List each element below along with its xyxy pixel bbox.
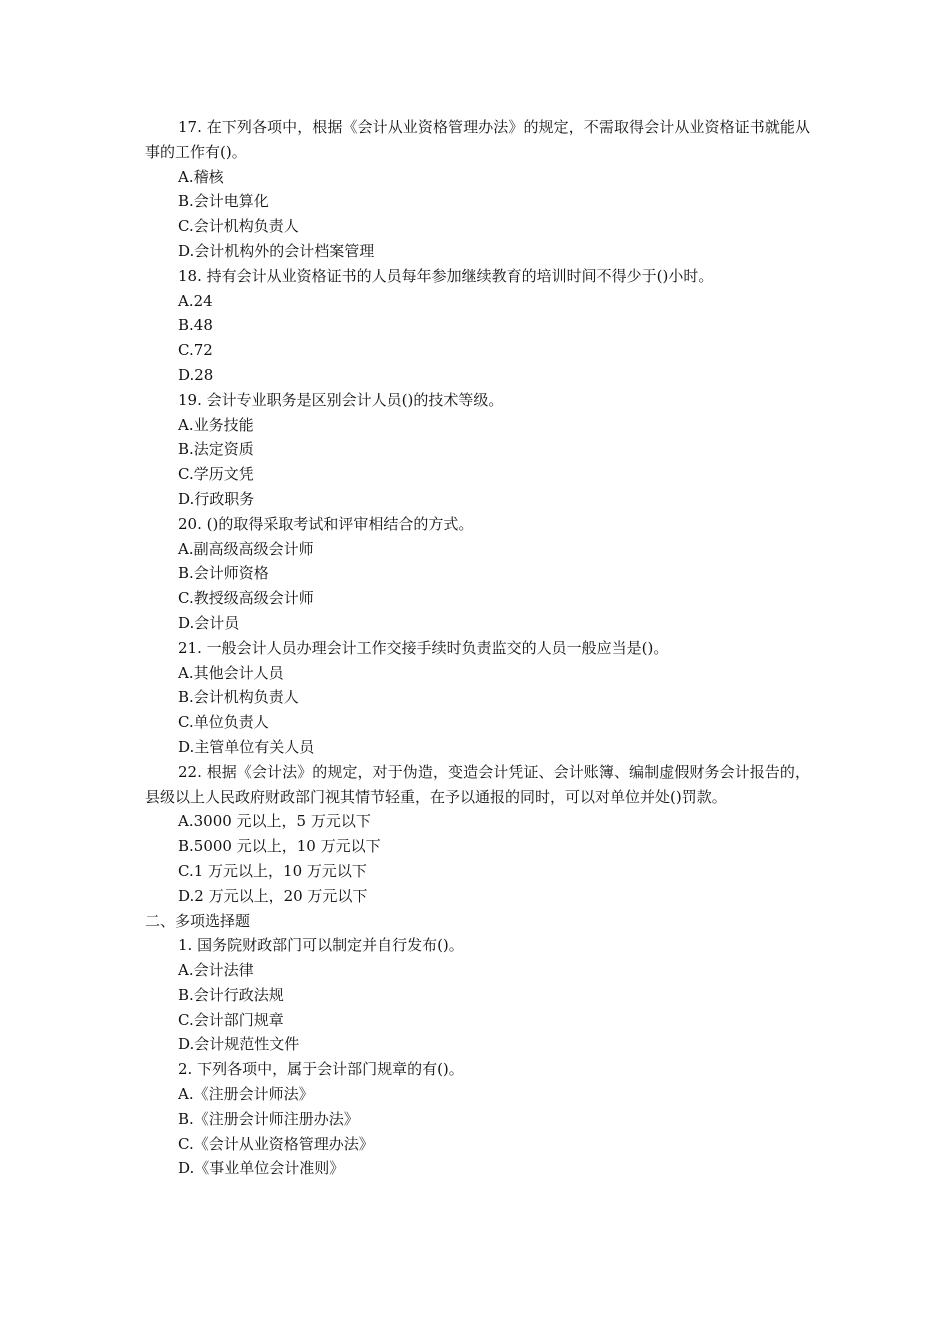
question-stem: 22. 根据《会计法》的规定，对于伪造，变造会计凭证、会计账簿、编制虚假财务会计报告的，县级以上人民政府财政部门视其情节轻重，在予以通报的同时，可以对单位并处()罚款。 — [145, 762, 810, 806]
option: B.5000 元以上，10 万元以下 — [178, 837, 381, 856]
option: C.1 万元以上，10 万元以下 — [178, 861, 367, 880]
question-stem: 20. ()的取得采取考试和评审相结合的方式。 — [178, 514, 474, 533]
option: C.会计部门规章 — [178, 1010, 284, 1029]
option: C.《会计从业资格管理办法》 — [178, 1134, 374, 1153]
option: A.其他会计人员 — [178, 663, 284, 682]
question-stem: 17. 在下列各项中，根据《会计从业资格管理办法》的规定，不需取得会计从业资格证书就能从事的工作有()。 — [145, 118, 810, 161]
option: A.《注册会计师法》 — [178, 1085, 314, 1104]
option: D.会计机构外的会计档案管理 — [178, 241, 375, 260]
option: B.会计行政法规 — [178, 985, 284, 1004]
option: D.《事业单位会计准则》 — [178, 1159, 345, 1178]
option: C.会计机构负责人 — [178, 217, 299, 236]
question-stem: 19. 会计专业职务是区别会计人员()的技术等级。 — [178, 390, 504, 409]
option: A.稽核 — [178, 167, 224, 186]
option: A.3000 元以上，5 万元以下 — [178, 812, 371, 831]
option: C.教授级高级会计师 — [178, 589, 314, 608]
question-stem: 21. 一般会计人员办理会计工作交接手续时负责监交的人员一般应当是()。 — [178, 638, 669, 657]
question-stem: 18. 持有会计从业资格证书的人员每年参加继续教育的培训时间不得少于()小时。 — [178, 266, 714, 285]
section-heading: 二、多项选择题 — [145, 911, 251, 930]
option: C.72 — [178, 341, 213, 360]
option: D.2 万元以上，20 万元以下 — [178, 886, 368, 905]
option: B.法定资质 — [178, 440, 254, 459]
option: D.会计员 — [178, 613, 240, 632]
option: B.会计师资格 — [178, 564, 269, 583]
option: A.副高级高级会计师 — [178, 539, 314, 558]
option: D.28 — [178, 365, 214, 384]
option: C.单位负责人 — [178, 713, 269, 732]
option: A.业务技能 — [178, 415, 254, 434]
option: B.《注册会计师注册办法》 — [178, 1109, 359, 1128]
option: B.48 — [178, 316, 213, 335]
option: B.会计电算化 — [178, 192, 269, 211]
document-page — [145, 115, 810, 1181]
option: D.会计规范性文件 — [178, 1035, 300, 1054]
option: A.24 — [178, 291, 213, 310]
option: D.主管单位有关人员 — [178, 737, 315, 756]
question-stem: 2. 下列各项中，属于会计部门规章的有()。 — [178, 1060, 464, 1079]
option: C.学历文凭 — [178, 465, 254, 484]
question-stem: 1. 国务院财政部门可以制定并自行发布()。 — [178, 936, 464, 955]
option: A.会计法律 — [178, 961, 254, 980]
option: D.行政职务 — [178, 489, 255, 508]
option: B.会计机构负责人 — [178, 688, 299, 707]
